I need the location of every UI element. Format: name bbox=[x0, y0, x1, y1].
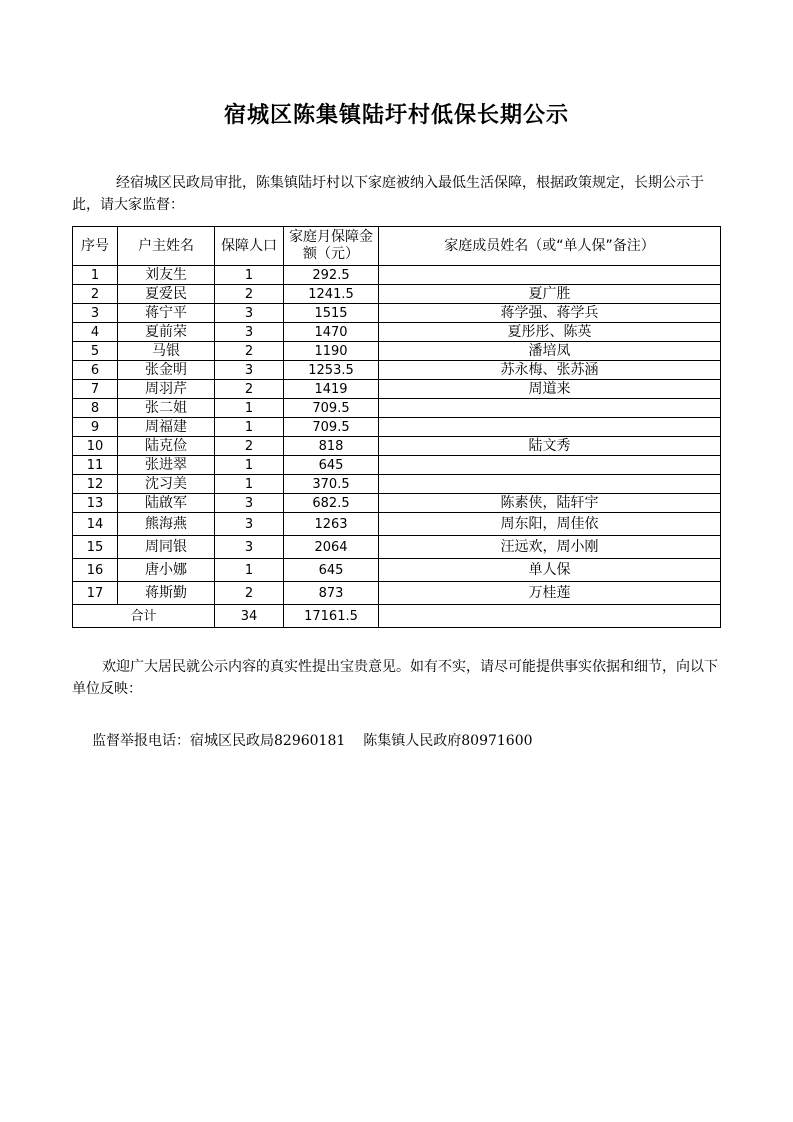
cell-amount: 709.5 bbox=[284, 399, 379, 418]
hotline-entry-civil-affairs: 宿城区民政局82960181 bbox=[190, 733, 346, 749]
hotline-label: 监督举报电话： bbox=[92, 733, 190, 749]
cell-amount: 873 bbox=[284, 582, 379, 605]
cell-index: 9 bbox=[73, 418, 118, 437]
cell-name: 蒋宁平 bbox=[118, 304, 215, 323]
feedback-paragraph bbox=[72, 656, 722, 700]
cell-persons: 1 bbox=[215, 456, 284, 475]
cell-amount: 1253.5 bbox=[284, 361, 379, 380]
total-label: 合计 bbox=[73, 605, 215, 628]
total-members bbox=[379, 605, 721, 628]
table-row bbox=[73, 494, 721, 513]
cell-members bbox=[379, 418, 721, 437]
cell-index: 10 bbox=[73, 437, 118, 456]
cell-persons: 3 bbox=[215, 513, 284, 536]
table-row bbox=[73, 582, 721, 605]
cell-index: 5 bbox=[73, 342, 118, 361]
cell-name: 张金明 bbox=[118, 361, 215, 380]
cell-amount: 1190 bbox=[284, 342, 379, 361]
cell-amount: 645 bbox=[284, 559, 379, 582]
header-members: 家庭成员姓名（或“单人保”备注） bbox=[379, 227, 721, 266]
cell-persons: 3 bbox=[215, 323, 284, 342]
cell-name: 张二姐 bbox=[118, 399, 215, 418]
cell-name: 蒋斯勤 bbox=[118, 582, 215, 605]
cell-members: 蒋学强、蒋学兵 bbox=[379, 304, 721, 323]
cell-index: 2 bbox=[73, 285, 118, 304]
recipient-table bbox=[72, 226, 721, 628]
cell-index: 8 bbox=[73, 399, 118, 418]
cell-amount: 1241.5 bbox=[284, 285, 379, 304]
cell-amount: 1515 bbox=[284, 304, 379, 323]
cell-name: 马银 bbox=[118, 342, 215, 361]
cell-persons: 2 bbox=[215, 285, 284, 304]
cell-members bbox=[379, 475, 721, 494]
table-row bbox=[73, 361, 721, 380]
cell-members: 潘培凤 bbox=[379, 342, 721, 361]
table-row bbox=[73, 513, 721, 536]
intro-paragraph bbox=[72, 172, 722, 216]
table-row bbox=[73, 323, 721, 342]
cell-name: 夏前荣 bbox=[118, 323, 215, 342]
cell-persons: 3 bbox=[215, 494, 284, 513]
total-row bbox=[73, 605, 721, 628]
total-persons: 34 bbox=[215, 605, 284, 628]
cell-members: 陆文秀 bbox=[379, 437, 721, 456]
table-header-row bbox=[73, 227, 721, 266]
cell-persons: 3 bbox=[215, 304, 284, 323]
table-row bbox=[73, 304, 721, 323]
cell-index: 6 bbox=[73, 361, 118, 380]
cell-members bbox=[379, 399, 721, 418]
cell-index: 3 bbox=[73, 304, 118, 323]
total-amount: 17161.5 bbox=[284, 605, 379, 628]
cell-amount: 1470 bbox=[284, 323, 379, 342]
cell-members: 周道来 bbox=[379, 380, 721, 399]
cell-index: 1 bbox=[73, 266, 118, 285]
table-row bbox=[73, 418, 721, 437]
table-row bbox=[73, 475, 721, 494]
cell-members: 汪远欢，周小刚 bbox=[379, 536, 721, 559]
cell-name: 夏爱民 bbox=[118, 285, 215, 304]
cell-persons: 2 bbox=[215, 380, 284, 399]
hotline-line bbox=[92, 730, 533, 750]
cell-persons: 1 bbox=[215, 418, 284, 437]
page-title: 宿城区陈集镇陆圩村低保长期公示 bbox=[223, 103, 569, 128]
cell-amount: 818 bbox=[284, 437, 379, 456]
cell-index: 16 bbox=[73, 559, 118, 582]
table-row bbox=[73, 437, 721, 456]
cell-members bbox=[379, 266, 721, 285]
cell-index: 7 bbox=[73, 380, 118, 399]
cell-persons: 2 bbox=[215, 582, 284, 605]
table-row bbox=[73, 380, 721, 399]
cell-members: 陈素侠，陆轩宇 bbox=[379, 494, 721, 513]
table-row bbox=[73, 266, 721, 285]
cell-index: 14 bbox=[73, 513, 118, 536]
intro-text: 经宿城区民政局审批，陈集镇陆圩村以下家庭被纳入最低生活保障，根据政策规定，长期公示于此，请大家监督： bbox=[72, 175, 704, 213]
cell-index: 17 bbox=[73, 582, 118, 605]
cell-index: 12 bbox=[73, 475, 118, 494]
feedback-text: 欢迎广大居民就公示内容的真实性提出宝贵意见。如有不实，请尽可能提供事实依据和细节，向以下单位反映： bbox=[72, 659, 718, 697]
cell-name: 张进翠 bbox=[118, 456, 215, 475]
table-row bbox=[73, 536, 721, 559]
cell-amount: 1419 bbox=[284, 380, 379, 399]
cell-persons: 2 bbox=[215, 437, 284, 456]
table-row bbox=[73, 342, 721, 361]
cell-index: 11 bbox=[73, 456, 118, 475]
cell-persons: 1 bbox=[215, 266, 284, 285]
table-row bbox=[73, 399, 721, 418]
cell-persons: 3 bbox=[215, 536, 284, 559]
cell-persons: 2 bbox=[215, 342, 284, 361]
header-index: 序号 bbox=[73, 227, 118, 266]
cell-name: 熊海燕 bbox=[118, 513, 215, 536]
cell-index: 15 bbox=[73, 536, 118, 559]
table-row bbox=[73, 285, 721, 304]
table-row bbox=[73, 456, 721, 475]
cell-members bbox=[379, 456, 721, 475]
cell-members: 苏永梅、张苏涵 bbox=[379, 361, 721, 380]
cell-amount: 682.5 bbox=[284, 494, 379, 513]
cell-amount: 2064 bbox=[284, 536, 379, 559]
cell-persons: 1 bbox=[215, 559, 284, 582]
cell-amount: 292.5 bbox=[284, 266, 379, 285]
cell-persons: 1 bbox=[215, 399, 284, 418]
cell-name: 周同银 bbox=[118, 536, 215, 559]
cell-name: 周羽芹 bbox=[118, 380, 215, 399]
cell-index: 4 bbox=[73, 323, 118, 342]
table-row bbox=[73, 559, 721, 582]
cell-name: 周福建 bbox=[118, 418, 215, 437]
header-name: 户主姓名 bbox=[118, 227, 215, 266]
cell-amount: 645 bbox=[284, 456, 379, 475]
cell-index: 13 bbox=[73, 494, 118, 513]
cell-persons: 3 bbox=[215, 361, 284, 380]
cell-amount: 709.5 bbox=[284, 418, 379, 437]
cell-members: 周东阳，周佳依 bbox=[379, 513, 721, 536]
cell-name: 陆啟军 bbox=[118, 494, 215, 513]
cell-members: 万桂莲 bbox=[379, 582, 721, 605]
cell-members: 单人保 bbox=[379, 559, 721, 582]
table-body bbox=[73, 266, 721, 605]
cell-members: 夏彤彤、陈英 bbox=[379, 323, 721, 342]
cell-name: 唐小娜 bbox=[118, 559, 215, 582]
header-amount: 家庭月保障金额（元） bbox=[284, 227, 379, 266]
cell-members: 夏广胜 bbox=[379, 285, 721, 304]
cell-name: 刘友生 bbox=[118, 266, 215, 285]
header-persons: 保障人口 bbox=[215, 227, 284, 266]
cell-name: 沈习美 bbox=[118, 475, 215, 494]
cell-amount: 1263 bbox=[284, 513, 379, 536]
cell-persons: 1 bbox=[215, 475, 284, 494]
cell-amount: 370.5 bbox=[284, 475, 379, 494]
hotline-entry-town-government: 陈集镇人民政府80971600 bbox=[363, 733, 533, 749]
cell-name: 陆克俭 bbox=[118, 437, 215, 456]
